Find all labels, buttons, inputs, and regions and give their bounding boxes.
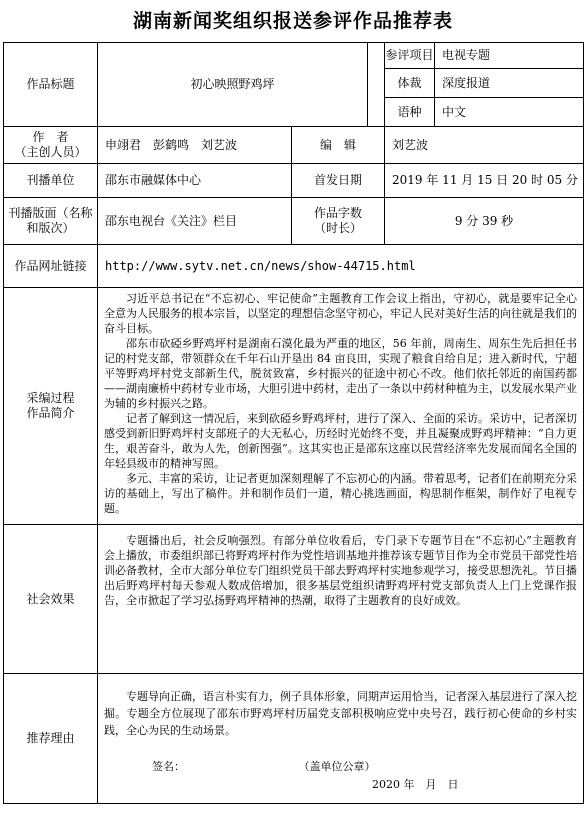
form-title: 湖南新闻奖组织报送参评作品推荐表 bbox=[132, 10, 453, 32]
process-label: 采编过程 作品简介 bbox=[4, 288, 98, 525]
editor-value: 刘艺波 bbox=[385, 127, 584, 164]
project-value: 电视专题 bbox=[435, 43, 584, 69]
signature-block bbox=[104, 759, 577, 793]
reason-label: 推荐理由 bbox=[4, 674, 98, 804]
row-reason bbox=[4, 674, 584, 804]
signature-label: 签名： bbox=[152, 760, 185, 773]
row-url bbox=[4, 245, 584, 288]
length-value: 9 分 39 秒 bbox=[385, 198, 584, 245]
effect-text bbox=[98, 525, 584, 674]
first-date-label: 首发日期 bbox=[292, 164, 385, 198]
effect-label: 社会效果 bbox=[4, 525, 98, 674]
work-title-label: 作品标题 bbox=[4, 43, 98, 127]
genre-label: 体裁 bbox=[385, 69, 435, 98]
author-label: 作 者 （主创人员） bbox=[4, 127, 98, 164]
process-paragraph: 邵东市砍䃁乡野鸡坪村是湖南石漠化最为严重的地区，56 年前，周南生、周东生先后担任书记的村党支部，带领群众在千年石山开垦出 84 亩良田，实现了粮食自给自足；进入新时代，宁超平等野鸡坪村党支部新生代，脱贫致富，乡村振兴的征途中初心不改。他们依托邻近的南国药都——湖南廉桥中药材专业市场，大胆引进中药材，走出了一条以中药材种植为主，以发展水果产业为辅的乡村振兴之路。 bbox=[104, 337, 578, 410]
spacer-cell bbox=[368, 43, 385, 127]
effect-paragraph: 专题播出后，社会反响强烈。有部分单位收看后，专门录下专题节目在“不忘初心”主题教育会上播放，市委组织部已将野鸡坪村作为党性培训基地并推荐该专题节目作为全市党员干部党性培训必备教材，全市大部分单位专门组织党员干部去野鸡坪村实地参观学习，接受思想洗礼。节目播出后野鸡坪村每天参观人数成倍增加，很多基层党组织请野鸡坪村党支部负责人上门上党课作报告，全市掀起了学习弘扬野鸡坪精神的热潮，取得了主题教育的良好成效。 bbox=[104, 534, 578, 607]
row-project bbox=[4, 43, 584, 69]
row-process bbox=[4, 288, 584, 525]
edition-value: 邵东电视台《关注》栏目 bbox=[98, 198, 292, 245]
row-edition bbox=[4, 198, 584, 245]
row-publisher bbox=[4, 164, 584, 198]
first-date-value: 2019 年 11 月 15 日 20 时 05 分 bbox=[385, 164, 584, 198]
reason-paragraph: 专题导向正确，语言朴实有力，例子具体形象，同期声运用恰当，记者深入基层进行了深入挖掘。专题全方位展现了邵东市野鸡坪村历届党支部积极响应党中央号召，践行初心使命的乡村实践，全心为民的生动场景。 bbox=[104, 690, 578, 737]
publisher-label: 刊播单位 bbox=[4, 164, 98, 198]
genre-value: 深度报道 bbox=[435, 69, 584, 98]
row-author bbox=[4, 127, 584, 164]
language-label: 语种 bbox=[385, 98, 435, 127]
process-paragraph: 习近平总书记在“不忘初心、牢记使命”主题教育工作会议上指出，守初心，就是要牢记全心全意为人民服务的根本宗旨，以坚定的理想信念坚守初心，牢记人民对美好生活的向往就是我们的奋斗目标。 bbox=[104, 292, 578, 335]
project-label: 参评项目 bbox=[385, 43, 435, 69]
process-paragraph: 多元、丰富的采访，让记者更加深刻理解了不忘初心的内涵。带着思考，记者们在前期充分采访的基础上，写出了稿件。并和制作员们一道，精心挑选画面，构思制作框架，制作好了电视专题。 bbox=[104, 472, 578, 515]
process-text bbox=[98, 288, 584, 525]
edition-label: 刊播版面（名称和版次） bbox=[4, 198, 98, 245]
reason-text bbox=[98, 674, 584, 804]
url-label: 作品网址链接 bbox=[4, 245, 98, 288]
language-value: 中文 bbox=[435, 98, 584, 127]
row-effect bbox=[4, 525, 584, 674]
author-value: 申翊君 彭鹤鸣 刘艺波 bbox=[98, 127, 292, 164]
seal-label: （盖单位公章） bbox=[298, 760, 376, 773]
editor-label: 编 辑 bbox=[292, 127, 385, 164]
publisher-value: 邵东市融媒体中心 bbox=[98, 164, 292, 198]
recommendation-form-table bbox=[3, 42, 584, 804]
process-paragraph: 记者了解到这一情况后，来到砍䃁乡野鸡坪村，进行了深入、全面的采访。采访中，记者深切感受到新旧野鸡坪村支部班子的大无私心，历经时光始终不变，并且凝聚成野鸡坪精神：“自力更生，艰苦奋斗，敢为人先，创新图强”。这其实也正是邵东这座以民营经济率先发展而闻名全国的年轻县级市的精神写照。 bbox=[104, 412, 578, 470]
work-title-value: 初心映照野鸡坪 bbox=[98, 43, 368, 127]
signature-date: 2020 年 月 日 bbox=[372, 778, 459, 791]
length-label: 作品字数 （时长） bbox=[292, 198, 385, 245]
url-link[interactable]: http://www.sytv.net.cn/news/show-44715.html bbox=[98, 245, 584, 288]
